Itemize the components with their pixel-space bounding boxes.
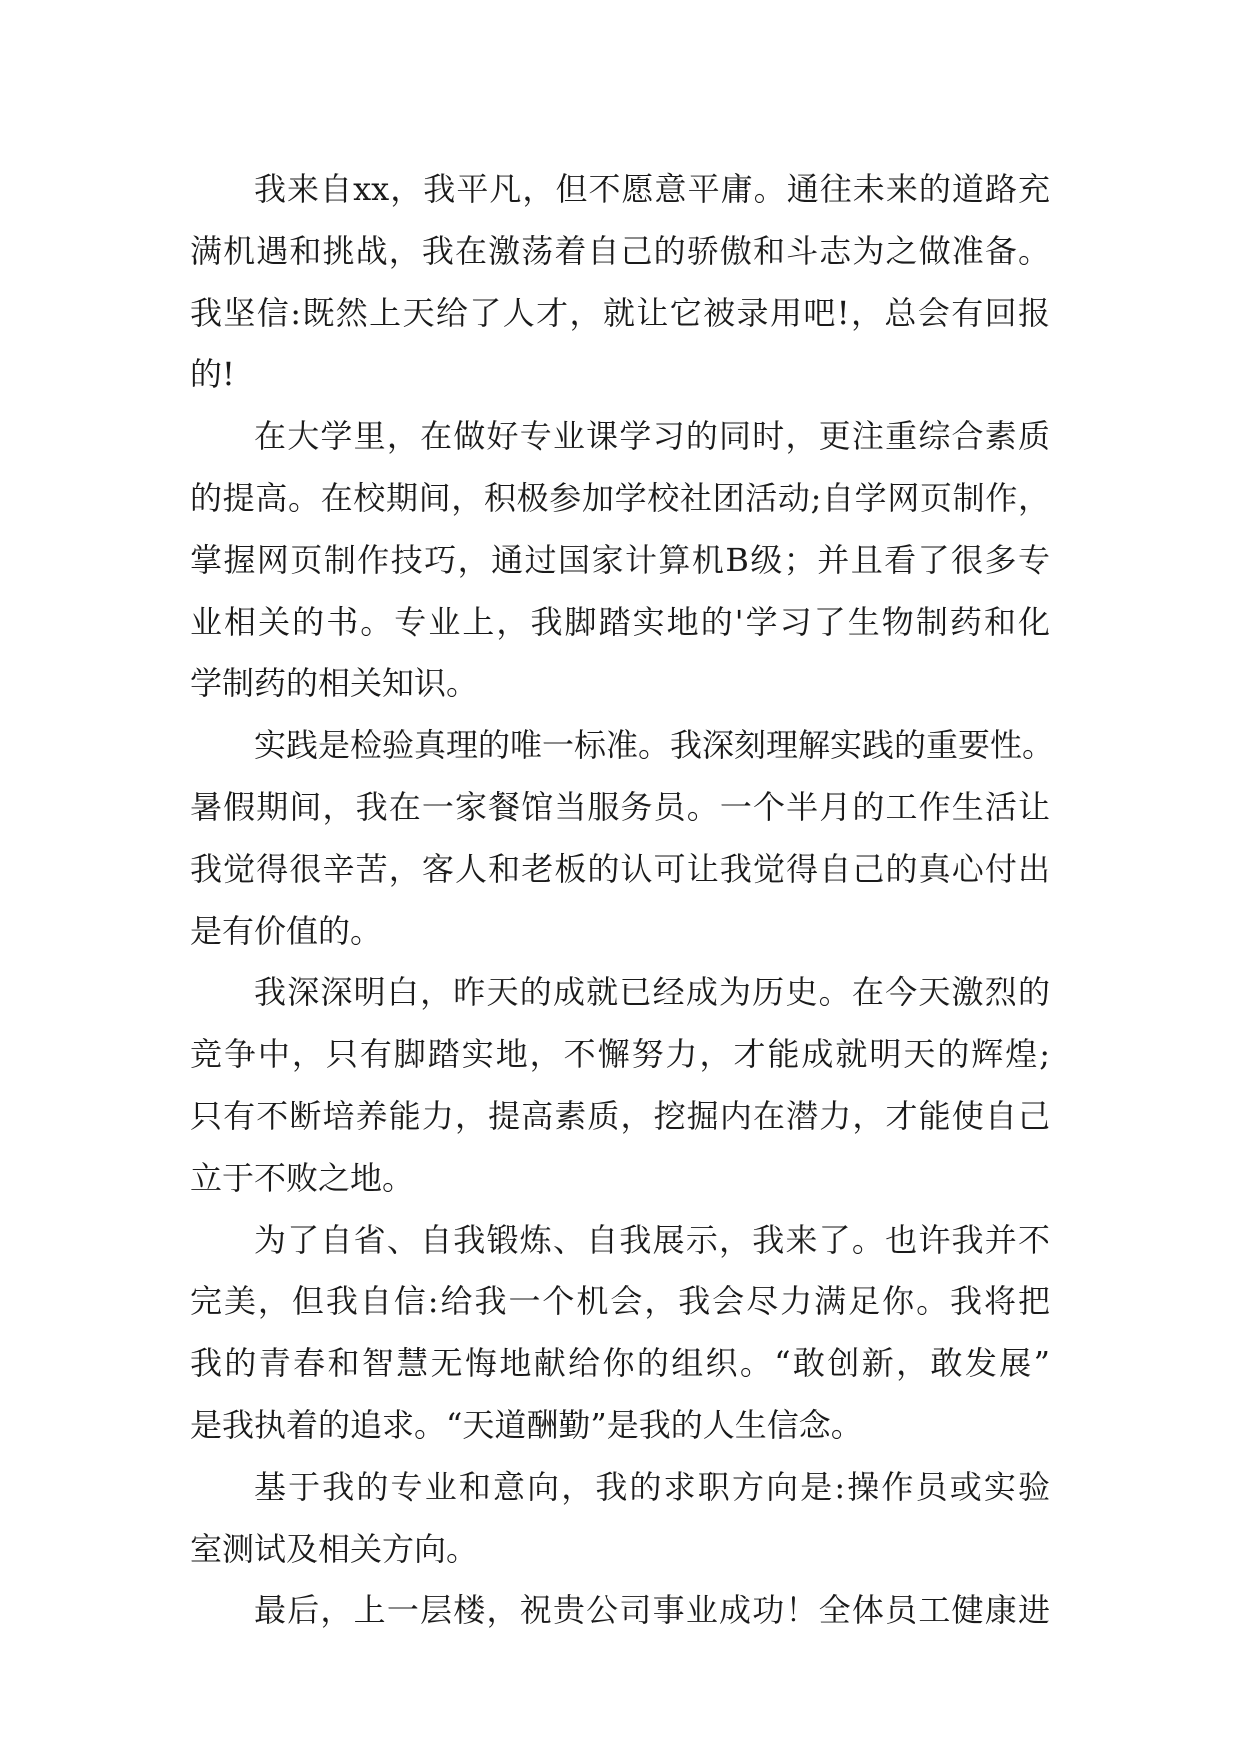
text-line: 的提高。在校期间，积极参加学校社团活动;自学网页制作， <box>190 478 1050 517</box>
document-body <box>190 159 1055 1642</box>
text-line: 我坚信:既然上天给了人才，就让它被录用吧!，总会有回报 <box>190 293 1050 332</box>
text-line: 是我执着的追求。“天道酬勤”是我的人生信念。 <box>190 1405 863 1444</box>
text-line: 实践是检验真理的唯一标准。我深刻理解实践的重要性。 <box>254 726 1055 765</box>
text-line: 完美，但我自信:给我一个机会，我会尽力满足你。我将把 <box>190 1282 1050 1321</box>
text-line: 我来自xx，我平凡，但不愿意平庸。通往未来的道路充 <box>254 170 1050 208</box>
text-line: 我的青春和智慧无悔地献给你的组织。“敢创新，敢发展” <box>190 1344 1050 1383</box>
text-line: 只有不断培养能力，提高素质，挖掘内在潜力，才能使自己 <box>190 1096 1050 1135</box>
text-line: 基于我的专业和意向，我的求职方向是:操作员或实验 <box>254 1467 1050 1506</box>
text-line: 掌握网页制作技巧，通过国家计算机B级；并且看了很多专 <box>190 540 1050 579</box>
text-line: 在大学里，在做好专业课学习的同时，更注重综合素质 <box>254 417 1050 456</box>
text-line: 满机遇和挑战，我在激荡着自己的骄傲和斗志为之做准备。 <box>190 231 1050 270</box>
text-line: 是有价值的。 <box>190 911 383 950</box>
text-line: 立于不败之地。 <box>190 1158 415 1197</box>
text-line: 室测试及相关方向。 <box>190 1529 479 1568</box>
text-line: 学制药的相关知识。 <box>190 664 479 703</box>
text-line: 业相关的书。专业上，我脚踏实地的'学习了生物制药和化 <box>190 602 1050 641</box>
text-line: 的! <box>190 355 235 394</box>
text-line: 最后，上一层楼，祝贵公司事业成功！全体员工健康进 <box>254 1591 1050 1630</box>
text-line: 我觉得很辛苦，客人和老板的认可让我觉得自己的真心付出 <box>190 849 1050 888</box>
text-line: 竞争中，只有脚踏实地，不懈努力，才能成就明天的辉煌; <box>190 1035 1050 1074</box>
text-line: 暑假期间，我在一家餐馆当服务员。一个半月的工作生活让 <box>190 787 1050 826</box>
text-line: 为了自省、自我锻炼、自我展示，我来了。也许我并不 <box>254 1220 1050 1259</box>
text-line: 我深深明白，昨天的成就已经成为历史。在今天激烈的 <box>254 973 1050 1012</box>
